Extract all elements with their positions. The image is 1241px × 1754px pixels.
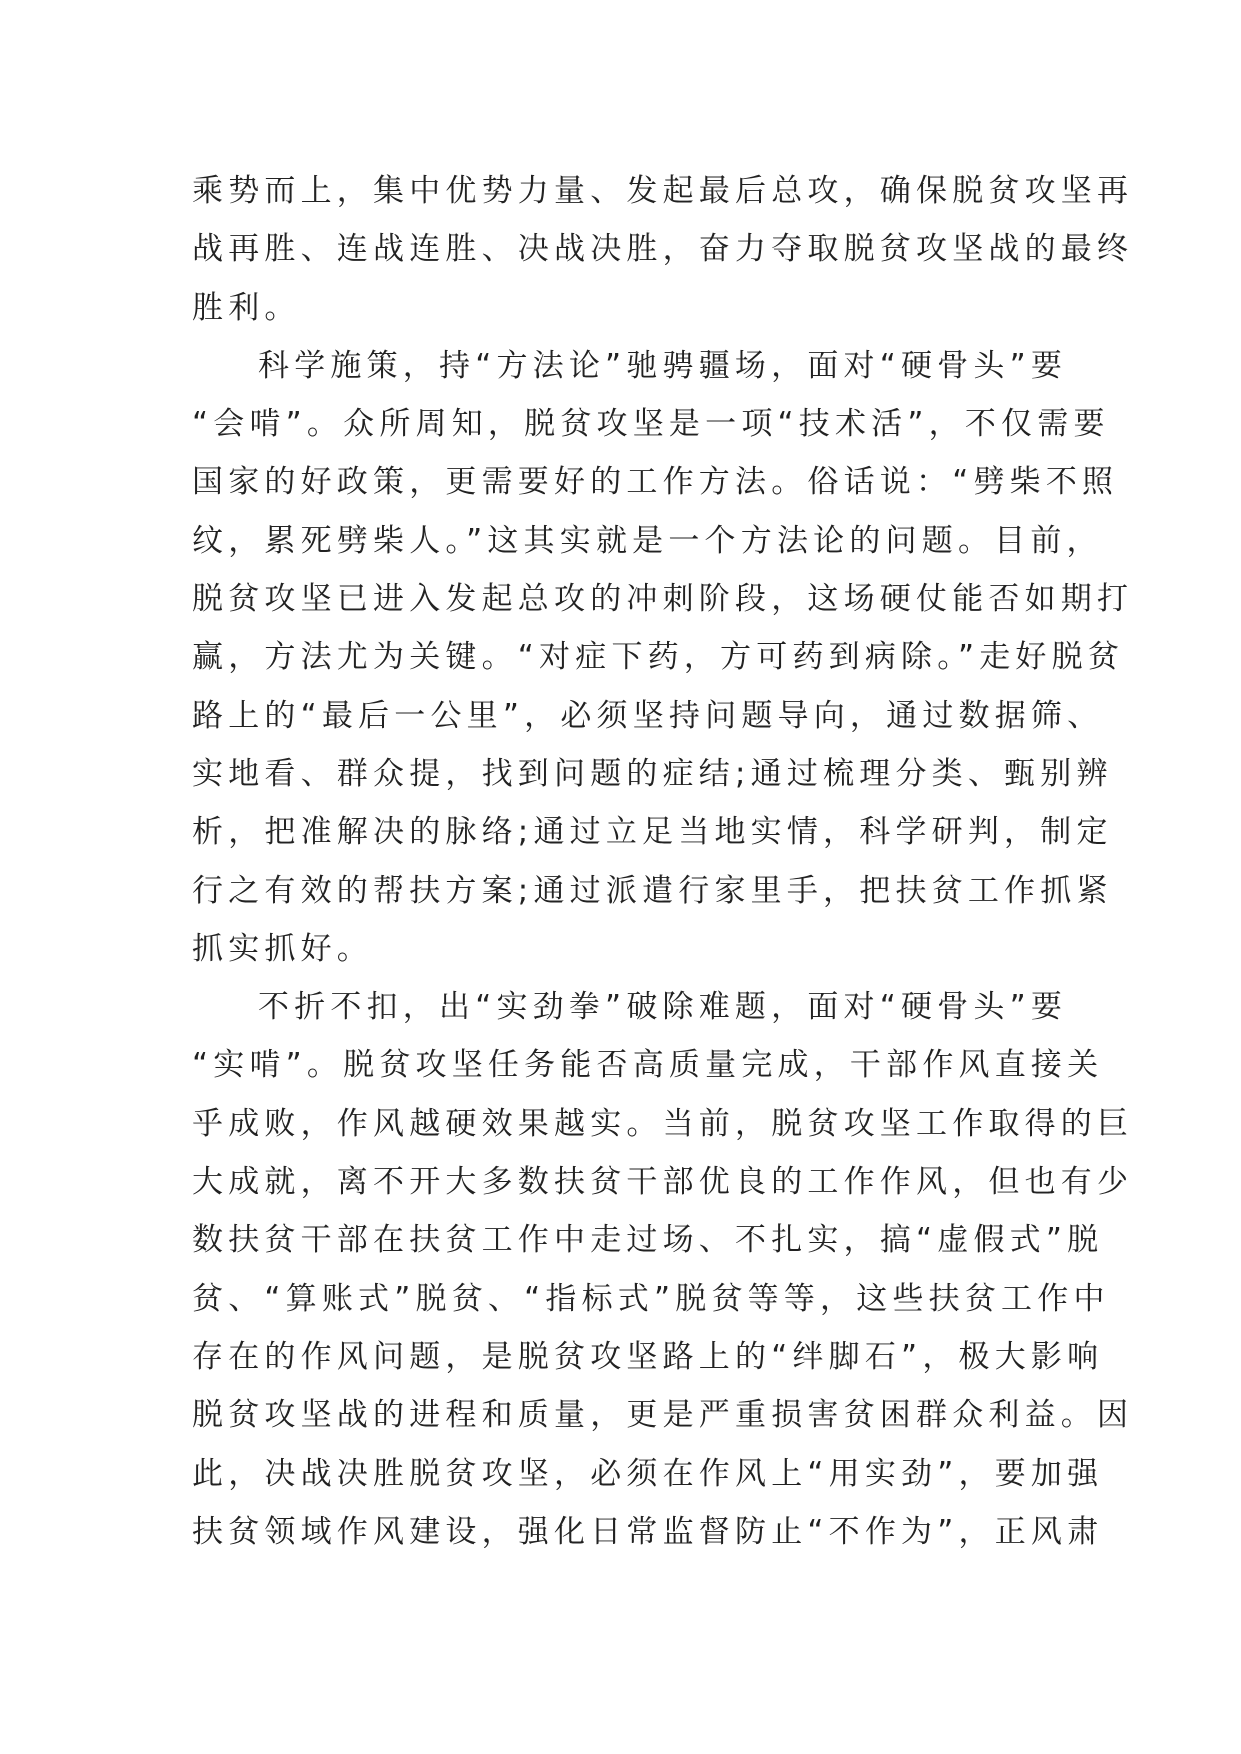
text-line: 国家的好政策，更需要好的工作方法。俗话说：“劈柴不照 [192,464,1119,501]
text-line: 数扶贫干部在扶贫工作中走过场、不扎实，搞“虚假式”脱 [192,1222,1104,1259]
text-line: 赢，方法尤为关键。“对症下药，方可药到病除。”走好脱贫 [192,639,1125,676]
body-text [192,162,1134,1561]
text-line: 大成就，离不开大多数扶贫干部优良的工作作风，但也有少 [192,1164,1134,1201]
text-line: 路上的“最后一公里”，必须坚持问题导向，通过数据筛、 [192,697,1104,734]
text-line: 胜利。 [192,289,301,326]
text-line: 行之有效的帮扶方案;通过派遣行家里手，把扶贫工作抓紧 [192,872,1113,909]
paragraph [192,978,1134,1561]
text-line: 脱贫攻坚已进入发起总攻的冲刺阶段，这场硬仗能否如期打 [192,581,1134,618]
text-line: 脱贫攻坚战的进程和质量，更是严重损害贫困群众利益。因 [192,1397,1134,1434]
text-line: 存在的作风问题，是脱贫攻坚路上的“绊脚石”，极大影响 [192,1338,1104,1375]
text-line: 乘势而上，集中优势力量、发起最后总攻，确保脱贫攻坚再 [192,173,1134,209]
text-line: “会啃”。众所周知，脱贫攻坚是一项“技术活”，不仅需要 [192,406,1110,443]
text-line: 扶贫领域作风建设，强化日常监督防止“不作为”，正风肃 [192,1513,1104,1550]
paragraph [192,162,1134,337]
text-line: 科学施策，持“方法论”驰骋疆场，面对“硬骨头”要 [258,347,1068,384]
text-line: 战再胜、连战连胜、决战决胜，奋力夺取脱贫攻坚战的最终 [192,231,1134,268]
paragraph [192,337,1134,978]
text-line: 析，把准解决的脉络;通过立足当地实情，科学研判，制定 [192,814,1113,851]
text-line: 不折不扣，出“实劲拳”破除难题，面对“硬骨头”要 [258,989,1068,1026]
text-line: 实地看、群众提，找到问题的症结;通过梳理分类、甄别辨 [192,755,1113,792]
text-line: 此，决战决胜脱贫攻坚，必须在作风上“用实劲”，要加强 [192,1455,1104,1492]
text-line: 抓实抓好。 [192,930,373,967]
text-line: 贫、“算账式”脱贫、“指标式”脱贫等等，这些扶贫工作中 [192,1280,1110,1317]
text-line: 纹，累死劈柴人。”这其实就是一个方法论的问题。目前， [192,522,1103,559]
text-line: 乎成败，作风越硬效果越实。当前，脱贫攻坚工作取得的巨 [192,1105,1134,1142]
text-line: “实啃”。脱贫攻坚任务能否高质量完成，干部作风直接关 [192,1047,1104,1084]
